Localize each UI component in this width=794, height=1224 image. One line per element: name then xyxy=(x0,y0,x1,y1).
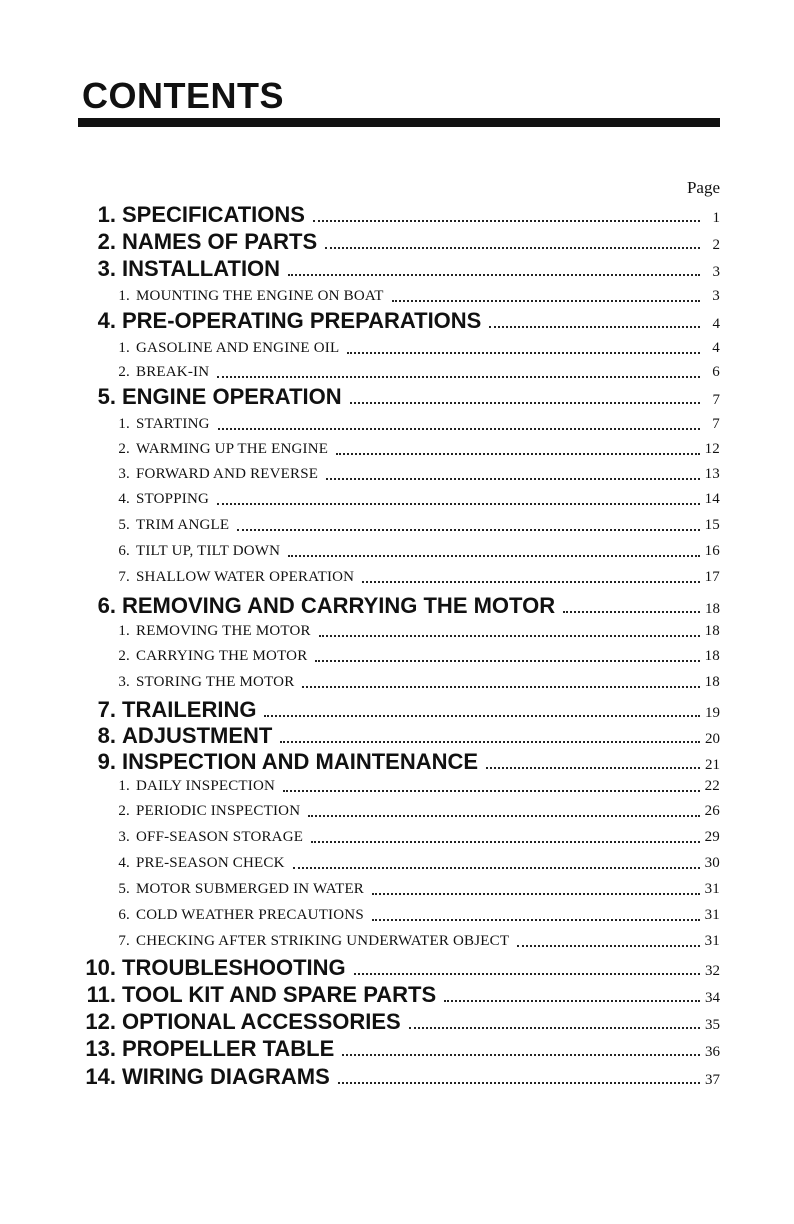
toc-subsection-entry xyxy=(116,565,720,589)
toc-entry-number: 2. xyxy=(118,803,130,819)
toc-entry-page: 4 xyxy=(712,316,720,332)
toc-entry-number: 3. xyxy=(118,466,130,482)
dot-leader xyxy=(563,611,700,613)
toc-section-entry xyxy=(82,982,720,1008)
toc-entry-page: 34 xyxy=(705,990,720,1006)
toc-entry-label: WARMING UP THE ENGINE xyxy=(136,441,329,457)
toc-subsection-entry xyxy=(116,774,720,798)
toc-subsection-entry xyxy=(116,670,720,694)
dot-leader xyxy=(409,1027,700,1029)
dot-leader xyxy=(218,428,700,430)
toc-entry-label: REMOVING AND CARRYING THE MOTOR xyxy=(122,593,556,618)
toc-entry-number: 12. xyxy=(85,1009,116,1034)
toc-entry-number: 1. xyxy=(118,778,130,794)
toc-entry-page: 12 xyxy=(704,441,720,457)
toc-entry-number: 1. xyxy=(118,416,130,432)
toc-subsection-entry xyxy=(116,360,720,384)
toc-entry-label: STORING THE MOTOR xyxy=(136,674,295,690)
toc-entry-page: 31 xyxy=(704,933,720,949)
toc-entry-number: 2. xyxy=(97,229,116,254)
toc-section-entry xyxy=(82,723,720,749)
dot-leader xyxy=(486,767,700,769)
toc-section-entry xyxy=(82,1009,720,1035)
toc-subsection-entry xyxy=(116,513,720,537)
toc-entry-label: OFF-SEASON STORAGE xyxy=(136,829,304,845)
dot-leader xyxy=(288,555,700,557)
toc-entry-label: SHALLOW WATER OPERATION xyxy=(136,569,355,585)
dot-leader xyxy=(342,1054,700,1056)
toc-entry-label: REMOVING THE MOTOR xyxy=(136,623,311,639)
toc-entry-page: 29 xyxy=(704,829,720,845)
toc-section-entry xyxy=(82,697,720,723)
toc-entry-number: 7. xyxy=(97,697,116,722)
toc-entry-page: 13 xyxy=(704,466,720,482)
toc-entry-label: OPTIONAL ACCESSORIES xyxy=(122,1009,401,1034)
toc-entry-number: 1. xyxy=(97,202,116,227)
dot-leader xyxy=(283,790,700,792)
toc-entry-number: 1. xyxy=(118,623,130,639)
dot-leader xyxy=(319,635,700,637)
toc-entry-page: 19 xyxy=(705,705,720,721)
toc-entry-label: TILT UP, TILT DOWN xyxy=(136,543,281,559)
toc-subsection-entry xyxy=(116,619,720,643)
dot-leader xyxy=(237,529,700,531)
toc-entry-label: GASOLINE AND ENGINE OIL xyxy=(136,340,340,356)
toc-entry-number: 4. xyxy=(118,855,130,871)
toc-entry-number: 10. xyxy=(85,955,116,980)
dot-leader xyxy=(315,660,700,662)
toc-entry-page: 35 xyxy=(705,1017,720,1033)
dot-leader xyxy=(280,741,700,743)
title-rule xyxy=(78,118,720,127)
toc-entry-number: 8. xyxy=(97,723,116,748)
toc-entry-label: TOOL KIT AND SPARE PARTS xyxy=(122,982,437,1007)
toc-section-entry xyxy=(82,308,720,334)
toc-entry-number: 14. xyxy=(85,1064,116,1089)
toc-entry-label: BREAK-IN xyxy=(136,364,210,380)
dot-leader xyxy=(264,715,700,717)
toc-section-entry xyxy=(82,1064,720,1090)
dot-leader xyxy=(372,919,700,921)
toc-entry-page: 22 xyxy=(704,778,720,794)
toc-section-entry xyxy=(82,202,720,228)
page-title: CONTENTS xyxy=(82,75,284,116)
toc-entry-page: 26 xyxy=(704,803,720,819)
toc-entry-label: TRIM ANGLE xyxy=(136,517,230,533)
dot-leader xyxy=(311,841,700,843)
toc-entry-page: 32 xyxy=(705,963,720,979)
toc-entry-page: 7 xyxy=(712,416,720,432)
toc-entry-page: 7 xyxy=(712,392,720,408)
dot-leader xyxy=(217,376,700,378)
dot-leader xyxy=(347,352,700,354)
toc-entry-label: TRAILERING xyxy=(122,697,257,722)
toc-subsection-entry xyxy=(116,412,720,436)
toc-entry-label: DAILY INSPECTION xyxy=(136,778,276,794)
dot-leader xyxy=(302,686,700,688)
toc-subsection-entry xyxy=(116,799,720,823)
toc-entry-label: COLD WEATHER PRECAUTIONS xyxy=(136,907,364,923)
toc-entry-page: 3 xyxy=(712,264,720,280)
toc-entry-label: NAMES OF PARTS xyxy=(122,229,318,254)
toc-entry-number: 6. xyxy=(118,907,130,923)
toc-section-entry xyxy=(82,256,720,282)
toc-entry-number: 9. xyxy=(97,749,116,774)
toc-section-entry xyxy=(82,955,720,981)
toc-subsection-entry xyxy=(116,825,720,849)
toc-section-entry xyxy=(82,229,720,255)
toc-entry-label: WIRING DIAGRAMS xyxy=(122,1064,330,1089)
toc-entry-label: ENGINE OPERATION xyxy=(122,384,342,409)
toc-entry-page: 18 xyxy=(705,601,720,617)
dot-leader xyxy=(372,893,700,895)
toc-entry-page: 30 xyxy=(704,855,720,871)
toc-entry-label: CHECKING AFTER STRIKING UNDERWATER OBJECT xyxy=(136,933,510,949)
toc-entry-page: 3 xyxy=(712,288,720,304)
toc-entry-number: 11. xyxy=(86,982,116,1007)
toc-entry-number: 1. xyxy=(118,340,130,356)
toc-entry-page: 18 xyxy=(704,674,720,690)
dot-leader xyxy=(325,247,700,249)
toc-entry-number: 7. xyxy=(118,569,130,585)
toc-entry-page: 6 xyxy=(712,364,720,380)
toc-entry-number: 6. xyxy=(97,593,116,618)
toc-section-entry xyxy=(82,593,720,619)
dot-leader xyxy=(338,1082,700,1084)
page-column-label: Page xyxy=(686,178,720,197)
dot-leader xyxy=(217,503,700,505)
dot-leader xyxy=(288,274,700,276)
dot-leader xyxy=(517,945,700,947)
toc-section-entry xyxy=(82,384,720,410)
dot-leader xyxy=(313,220,700,222)
toc-subsection-entry xyxy=(116,903,720,927)
toc-entry-label: INSPECTION AND MAINTENANCE xyxy=(122,749,479,774)
toc-entry-number: 3. xyxy=(118,829,130,845)
dot-leader xyxy=(293,867,700,869)
toc-entry-page: 17 xyxy=(704,569,720,585)
toc-entry-page: 36 xyxy=(705,1044,720,1060)
toc-section-entry xyxy=(82,1036,720,1062)
toc-subsection-entry xyxy=(116,437,720,461)
toc-entry-label: INSTALLATION xyxy=(122,256,281,281)
dot-leader xyxy=(326,478,700,480)
dot-leader xyxy=(336,453,700,455)
toc-entry-number: 3. xyxy=(118,674,130,690)
toc-subsection-entry xyxy=(116,539,720,563)
toc-entry-label: TROUBLESHOOTING xyxy=(122,955,346,980)
toc-entry-page: 15 xyxy=(704,517,720,533)
toc-entry-page: 2 xyxy=(712,237,720,253)
toc-entry-number: 5. xyxy=(118,881,130,897)
dot-leader xyxy=(354,973,700,975)
toc-subsection-entry xyxy=(116,929,720,953)
toc-entry-page: 21 xyxy=(705,757,720,773)
dot-leader xyxy=(362,581,700,583)
dot-leader xyxy=(308,815,700,817)
toc-entry-label: STARTING xyxy=(136,416,210,432)
toc-entry-page: 37 xyxy=(705,1072,720,1088)
toc-entry-number: 13. xyxy=(85,1036,116,1061)
toc-entry-label: PRE-SEASON CHECK xyxy=(136,855,285,871)
toc-entry-label: FORWARD AND REVERSE xyxy=(136,466,319,482)
toc-entry-page: 20 xyxy=(705,731,720,747)
toc-entry-number: 5. xyxy=(118,517,130,533)
toc-entry-number: 2. xyxy=(118,441,130,457)
dot-leader xyxy=(444,1000,700,1002)
toc-entry-page: 18 xyxy=(704,623,720,639)
toc-entry-page: 18 xyxy=(704,648,720,664)
dot-leader xyxy=(350,402,700,404)
toc-subsection-entry xyxy=(116,644,720,668)
toc-entry-label: MOTOR SUBMERGED IN WATER xyxy=(136,881,365,897)
toc-entry-number: 2. xyxy=(118,648,130,664)
toc-entry-number: 2. xyxy=(118,364,130,380)
toc-entry-number: 7. xyxy=(118,933,130,949)
toc-entry-label: PRE-OPERATING PREPARATIONS xyxy=(122,308,482,333)
toc-subsection-entry xyxy=(116,487,720,511)
toc-entry-number: 3. xyxy=(97,256,116,281)
toc-entry-page: 1 xyxy=(712,210,720,226)
toc-entry-page: 4 xyxy=(712,340,720,356)
toc-entry-label: CARRYING THE MOTOR xyxy=(136,648,308,664)
toc-entry-number: 5. xyxy=(97,384,116,409)
dot-leader xyxy=(392,300,700,302)
toc-entry-label: PROPELLER TABLE xyxy=(122,1036,335,1061)
toc-entry-label: STOPPING xyxy=(136,491,210,507)
toc-subsection-entry xyxy=(116,336,720,360)
toc-entry-label: SPECIFICATIONS xyxy=(122,202,305,227)
toc-entry-page: 31 xyxy=(704,881,720,897)
toc-entry-label: ADJUSTMENT xyxy=(122,723,273,748)
toc-entry-page: 14 xyxy=(704,491,720,507)
toc-entry-label: PERIODIC INSPECTION xyxy=(136,803,301,819)
toc-entry-page: 31 xyxy=(704,907,720,923)
toc-entry-number: 1. xyxy=(118,288,130,304)
toc-entry-number: 4. xyxy=(118,491,130,507)
toc-subsection-entry xyxy=(116,877,720,901)
dot-leader xyxy=(489,326,700,328)
toc-subsection-entry xyxy=(116,284,720,308)
toc-subsection-entry xyxy=(116,851,720,875)
toc-entry-page: 16 xyxy=(704,543,720,559)
toc-subsection-entry xyxy=(116,462,720,486)
toc-entry-label: MOUNTING THE ENGINE ON BOAT xyxy=(136,288,384,304)
toc-section-entry xyxy=(82,749,720,775)
toc-entry-number: 4. xyxy=(97,308,116,333)
toc-entry-number: 6. xyxy=(118,543,130,559)
